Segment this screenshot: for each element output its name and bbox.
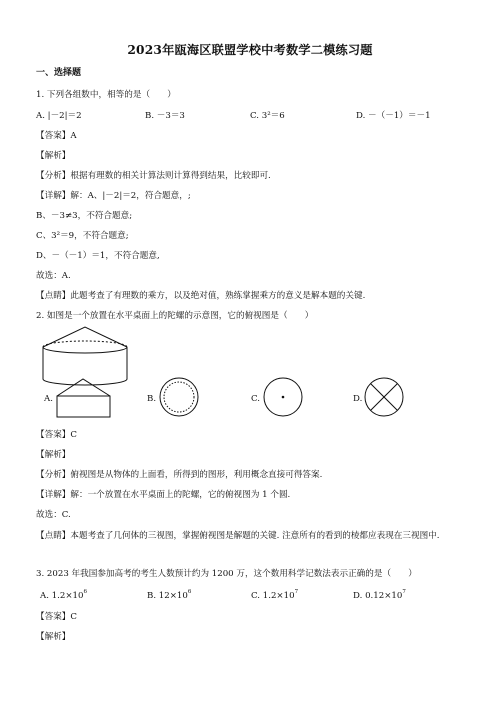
q1-line-b: B、－3≠3，不符合题意; (36, 211, 133, 221)
q2-answer: 【答案】C (36, 430, 77, 440)
q1-answer: 【答案】A (36, 131, 77, 141)
q2-option-b-label: B. (147, 394, 157, 404)
q1-dianjing: 【点睛】此题考查了有理数的乘方，以及绝对值，熟练掌握乘方的意义是解本题的关键. (36, 291, 366, 301)
q3-answer: 【答案】C (36, 612, 77, 622)
q1-option-b: B. －3＝3 (145, 111, 185, 121)
q3-stem: 3. 2023 年我国参加高考的考生人数预计约为 1200 万，这个数用科学记数法表示正确的是（ ） (36, 569, 417, 579)
q3-option-d-label: D. (353, 591, 363, 601)
q3-option-b (147, 591, 191, 601)
q1-conclusion: 故选：A. (36, 271, 71, 281)
q1-option-d: D. －（－1）＝－1 (356, 111, 431, 121)
q3-option-d-exp: 7 (402, 589, 406, 595)
q3-option-b-exp: 6 (187, 589, 192, 595)
q3-option-c (251, 591, 298, 601)
q1-line-c: C、3²＝9，不符合题意; (36, 231, 129, 241)
q3-option-c-base: 1.2×10 (262, 591, 295, 601)
q3-option-a (40, 591, 87, 601)
page-title: 2023年瓯海区联盟学校中考数学二模练习题 (127, 43, 373, 57)
q2-option-a-shape (56, 378, 112, 418)
q2-dianjing: 【点睛】本题考查了几何体的三视图，掌握俯视图是解题的关键. 注意所有的看到的棱都应表现在三视图中. (36, 531, 440, 541)
q2-option-c-label: C. (251, 394, 261, 404)
q3-option-a-label: A. (40, 591, 49, 601)
q3-option-c-exp: 7 (294, 589, 299, 595)
q2-option-d-shape (364, 377, 404, 417)
q3-option-a-base: 1.2×10 (51, 591, 84, 601)
q2-option-b-shape (159, 377, 199, 417)
q2-fenxi: 【分析】俯视图是从物体的上面看，所得到的图形，利用概念直接可得答案. (36, 470, 323, 480)
q3-option-c-label: C. (251, 591, 261, 601)
q1-option-a: A. |－2|＝2 (36, 111, 82, 121)
q2-option-d-label: D. (353, 394, 363, 404)
q1-stem: 1. 下列各组数中，相等的是（ ） (36, 90, 176, 100)
q1-xiangjie: 【详解】解：A、|－2|＝2，符合题意，; (36, 191, 191, 201)
q3-option-b-label: B. (147, 591, 157, 601)
section-heading: 一、选择题 (36, 68, 82, 78)
q3-option-d-base: 0.12×10 (365, 591, 403, 601)
q3-option-b-base: 12×10 (158, 591, 188, 601)
q3-option-a-exp: 6 (83, 589, 87, 595)
q2-stem: 2. 如图是一个放置在水平桌面上的陀螺的示意图，它的俯视图是（ ） (36, 311, 314, 321)
q2-conclusion: 故选：C. (36, 510, 71, 520)
q2-option-a-label: A. (44, 394, 53, 404)
q1-fenxi: 【分析】根据有理数的相关计算法则计算得到结果，比较即可. (36, 171, 271, 181)
q2-option-c-shape (263, 377, 303, 417)
q1-line-d: D、－（－1）＝1，不符合题意, (36, 251, 160, 261)
q2-analysis-label: 【解析】 (36, 450, 71, 460)
q1-option-c: C. 3²＝6 (250, 111, 285, 121)
q3-analysis-label: 【解析】 (36, 632, 71, 642)
q1-analysis-label: 【解析】 (36, 151, 71, 161)
q3-option-d (353, 591, 406, 601)
q2-xiangjie: 【详解】解：一个放置在水平桌面上的陀螺，它的俯视图为 1 个圆. (36, 490, 291, 500)
